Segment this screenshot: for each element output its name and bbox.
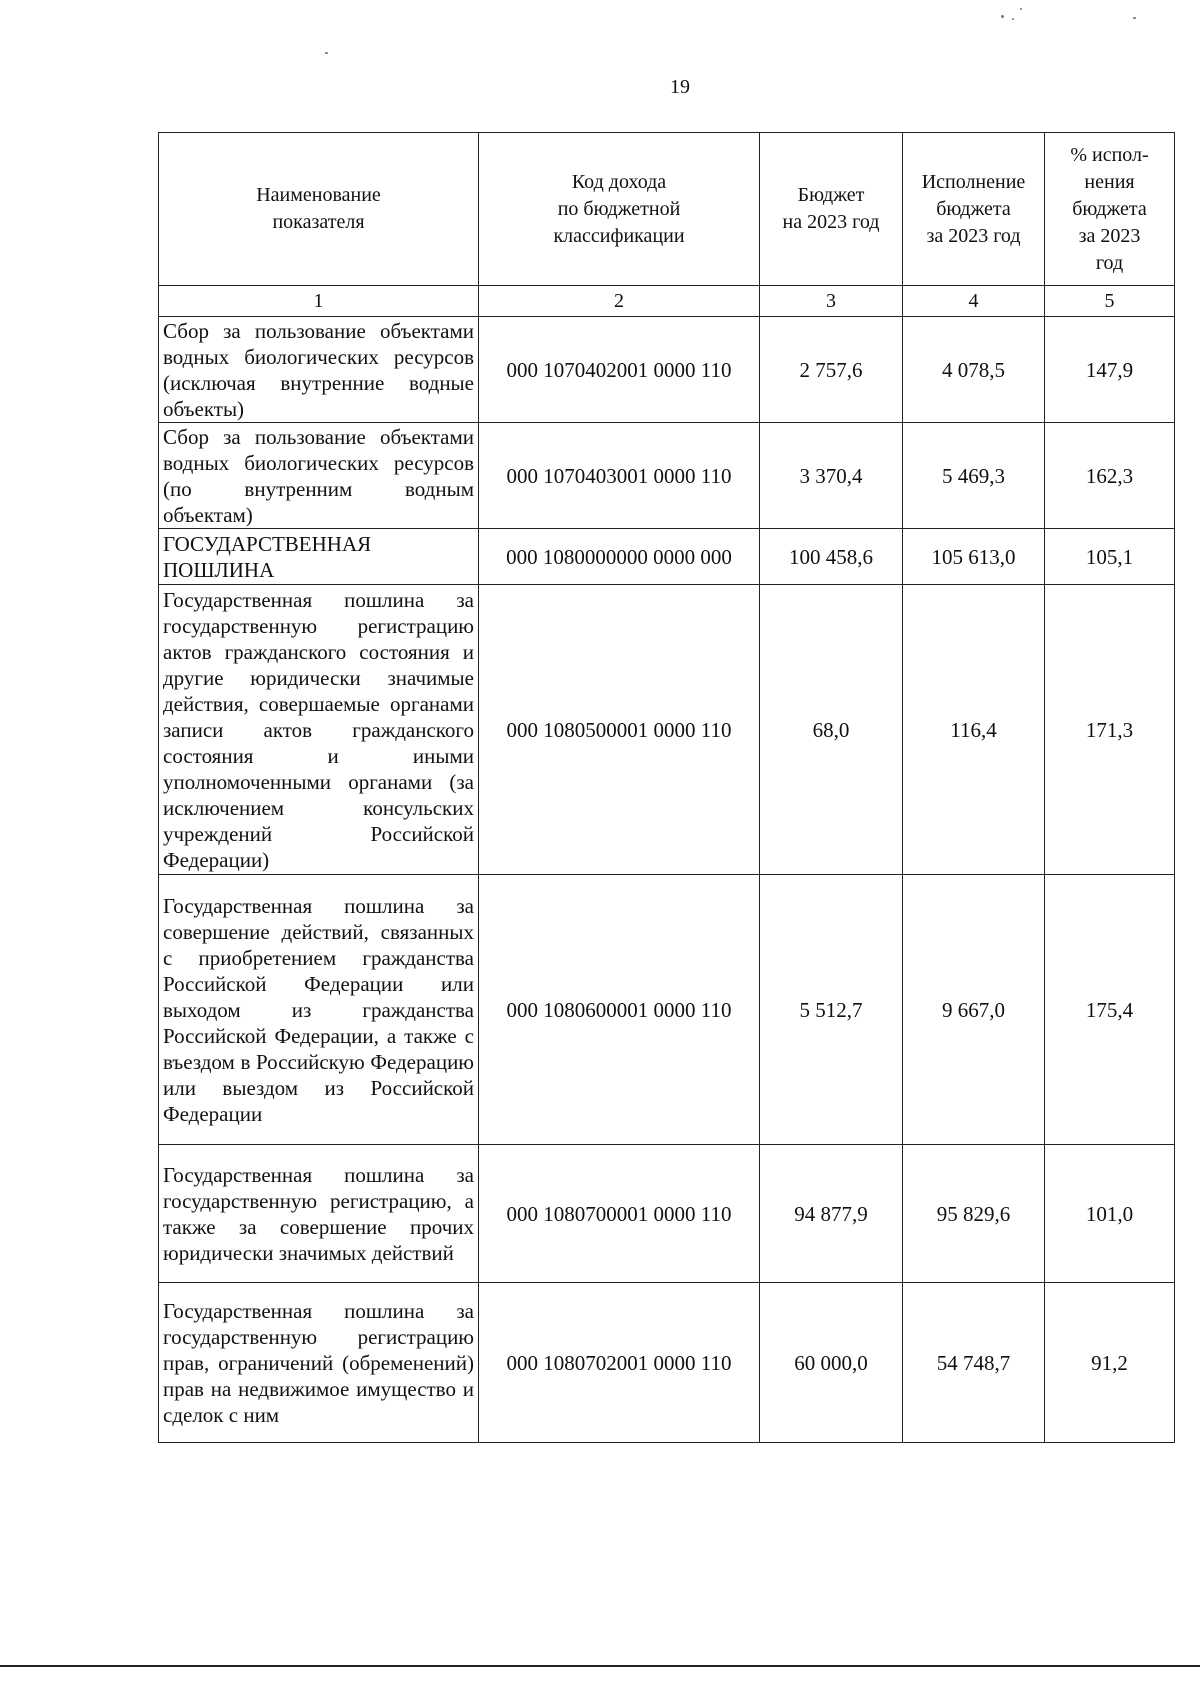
scan-speck [1012, 18, 1014, 20]
percent-value: 91,2 [1045, 1283, 1175, 1443]
execution-value: 9 667,0 [903, 875, 1045, 1145]
revenue-code: 000 1080500001 0000 110 [479, 585, 760, 875]
revenue-code: 000 1080000000 0000 000 [479, 529, 760, 585]
header-percent: % испол- нения бюджета за 2023 год [1045, 133, 1175, 286]
header-name: Наименование показателя [159, 133, 479, 286]
column-number: 2 [479, 286, 760, 317]
budget-value: 3 370,4 [760, 423, 903, 529]
table-row [159, 585, 1175, 875]
scan-speck [325, 52, 328, 54]
percent-value: 171,3 [1045, 585, 1175, 875]
table-row [159, 1283, 1175, 1443]
indicator-name: Сбор за пользование объектами водных биологических ресурсов (исключая внутренние водные объекты) [159, 317, 479, 423]
indicator-name: Государственная пошлина за совершение действий, связанных с приобретением гражданства Российской Федерации или выходом из гражданства Российской Федерации, а также с въездом в Российскую Федерацию или выездом из Российской Федерации [159, 875, 479, 1145]
budget-value: 60 000,0 [760, 1283, 903, 1443]
budget-value: 68,0 [760, 585, 903, 875]
percent-value: 105,1 [1045, 529, 1175, 585]
revenue-code: 000 1080702001 0000 110 [479, 1283, 760, 1443]
header-code: Код дохода по бюджетной классификации [479, 133, 760, 286]
percent-value: 147,9 [1045, 317, 1175, 423]
indicator-name: Государственная пошлина за государственную регистрацию, а также за совершение прочих юридически значимых действий [159, 1145, 479, 1283]
revenue-code: 000 1080600001 0000 110 [479, 875, 760, 1145]
column-number: 1 [159, 286, 479, 317]
execution-value: 95 829,6 [903, 1145, 1045, 1283]
table-row [159, 317, 1175, 423]
budget-value: 100 458,6 [760, 529, 903, 585]
bottom-divider [0, 1665, 1200, 1667]
execution-value: 54 748,7 [903, 1283, 1045, 1443]
indicator-name: Государственная пошлина за государственную регистрацию прав, ограничений (обременений) прав на недвижимое имущество и сделок с ним [159, 1283, 479, 1443]
table-row [159, 529, 1175, 585]
column-number-row [159, 286, 1175, 317]
table-row [159, 1145, 1175, 1283]
budget-value: 94 877,9 [760, 1145, 903, 1283]
revenue-code: 000 1080700001 0000 110 [479, 1145, 760, 1283]
indicator-name: Сбор за пользование объектами водных биологических ресурсов (по внутренним водным объектам) [159, 423, 479, 529]
column-number: 5 [1045, 286, 1175, 317]
execution-value: 5 469,3 [903, 423, 1045, 529]
revenue-code: 000 1070402001 0000 110 [479, 317, 760, 423]
percent-value: 162,3 [1045, 423, 1175, 529]
table-row [159, 423, 1175, 529]
percent-value: 175,4 [1045, 875, 1175, 1145]
scan-speck [1133, 17, 1136, 19]
budget-value: 5 512,7 [760, 875, 903, 1145]
column-number: 4 [903, 286, 1045, 317]
percent-value: 101,0 [1045, 1145, 1175, 1283]
column-number: 3 [760, 286, 903, 317]
scan-speck [1020, 8, 1022, 10]
header-execution: Исполнение бюджета за 2023 год [903, 133, 1045, 286]
revenue-code: 000 1070403001 0000 110 [479, 423, 760, 529]
page-number: 19 [670, 76, 690, 98]
table-row [159, 875, 1175, 1145]
execution-value: 116,4 [903, 585, 1045, 875]
header-budget: Бюджет на 2023 год [760, 133, 903, 286]
budget-table [158, 132, 1175, 1443]
execution-value: 105 613,0 [903, 529, 1045, 585]
execution-value: 4 078,5 [903, 317, 1045, 423]
indicator-name: Государственная пошлина за государственную регистрацию актов гражданского состояния и другие юридически значимые действия, совершаемые органами записи актов гражданского состояния и иными уполномоченными органами (за исключением консульских учреждений Российской Федерации) [159, 585, 479, 875]
header-row [159, 133, 1175, 286]
scan-speck [1001, 15, 1004, 18]
budget-value: 2 757,6 [760, 317, 903, 423]
indicator-name: ГОСУДАРСТВЕННАЯ ПОШЛИНА [159, 529, 479, 585]
